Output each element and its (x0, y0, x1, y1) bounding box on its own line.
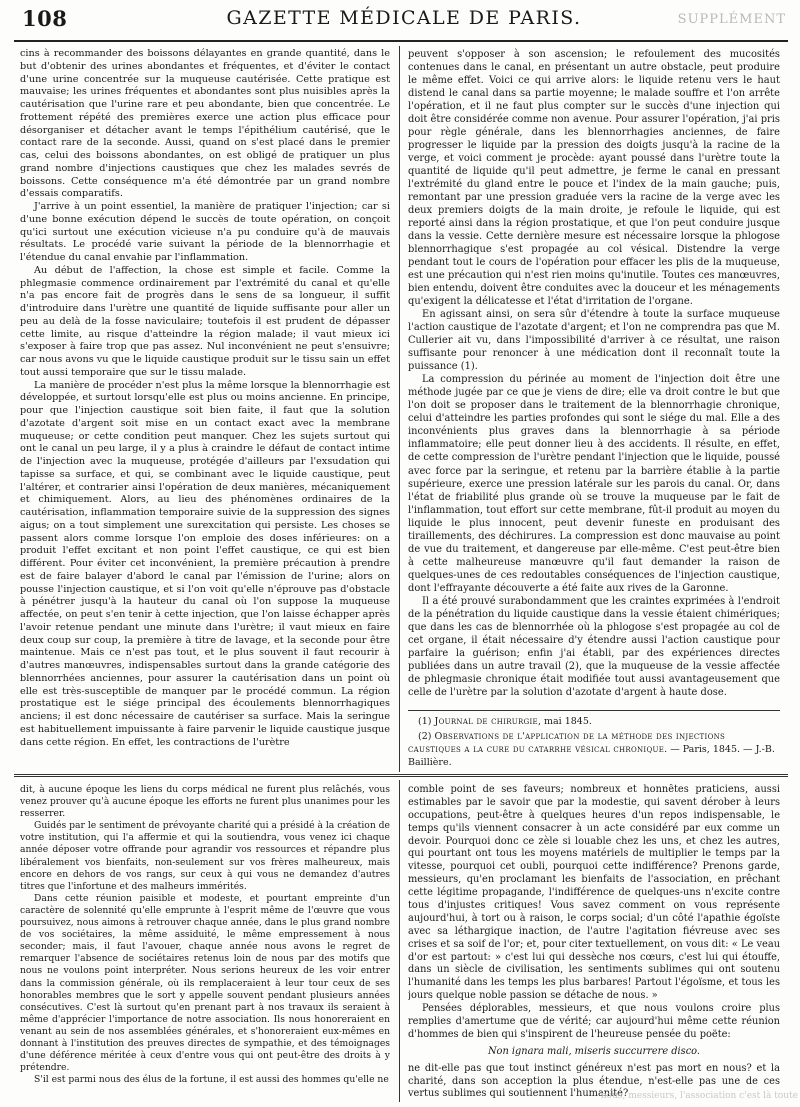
top-column-divider (399, 46, 400, 772)
bottom-right-paragraph: Pensées déplorables, messieurs, et que nous voulons croire plus remplies d'amertume que de vérité; car aujourd'hui même cette réunion d'hommes de bien qui s'inspirent de l'heureuse pensée du poëte: (408, 1003, 780, 1040)
running-head (22, 6, 786, 38)
bottom-left-paragraph: Guidés par le sentiment de prévoyante charité qui a présidé à la création de votre institution, qui l'a affermie et qui la soutiendra, vous venez ici chaque année déposer votre offrande pour agrandir vos ressources et répandre plus libéralement vos bienfaits, non-seulement sur vos frères malheureux, mais encore en dehors de vos rangs, sur ceux à qui vous ne demandez d'autres titres que l'infortune et des malheurs immérités. (20, 820, 390, 892)
margin-bleed-line: nous, messieurs, l'association c'est là toute (600, 1091, 798, 1101)
footnote-title: Observations de l'application de la méthode des injections caustiques a la cure du catarrhe vésical chronique (408, 730, 726, 755)
footnote (408, 716, 780, 729)
bottom-right-column (408, 784, 780, 1100)
top-right-paragraph: peuvent s'opposer à son ascension; le refoulement des mucosités contenues dans le canal, en présentant un autre obstacle, peut produire le même effet. Voici ce qui arrive alors: le liquide retenu vers le haut distend le canal dans sa partie moyenne; le malade souffre et l'on arrête l'opération, et il ne faut plus compter sur le succès d'une injection qui doit être considérée comme non avenue. Pour assurer l'opération, j'ai pris pour règle générale, dans les blennorrhagies anciennes, de faire progresser le liquide par la pression des doigts jusqu'à la racine de la verge, et voici comment je procède: ayant poussé dans l'urètre toute la quantité de liquide qu'il peut admettre, je ferme le canal en pressant l'extrémité du gland entre le pouce et l'index de la main gauche; puis, remontant par une pression graduée vers la racine de la verge avec les deux premiers doigts de la main droite, je refoule le liquide, qui est reporté ainsi dans la région prostatique, et que l'on peut conduire jusque dans la vessie. Cette dernière mesure est nécessaire lorsque la phlogose blennorrhagique s'est propagée au col vésical. Distendre la verge pendant tout le cours de l'opération pour effacer les plis de la muqueuse, est une précaution qui n'est rien moins qu'inutile. Toutes ces manœuvres, bien entendu, doivent être conduites avec la douceur et les ménagements qu'exigent la délicatesse et l'état d'irritation de l'organe. (408, 49, 780, 308)
footnote (408, 731, 780, 770)
bottom-left-column (20, 784, 390, 1100)
bottom-right-paragraph: comble point de ses faveurs; nombreux et honnêtes praticiens, aussi estimables par le savoir que par la modestie, qui savent dérober à leurs occupations, peut-être à quelques heures d'un repos indispensable, le temps qu'ils viennent consacrer à un acte considéré par eux comme un devoir. Pourquoi donc ce zèle si louable chez les uns, et chez les autres, qui pourtant ont tous les moyens matériels de multiplier le temps par la vitesse, pourquoi cet oubli, pourquoi cette indifférence? Prenons garde, messieurs, qu'en proclamant les bienfaits de l'association, en prêchant cette légitime propagande, l'indifférence de quelques-uns n'excite contre tous d'injustes critiques! Vous savez comment on vous représente aujourd'hui, à tort ou à raison, le corps social; d'un côté l'apathie égoïste avec sa léthargique inaction, de l'autre l'agitation fiévreuse avec ses crises et sa soif de l'or; et, pour citer textuellement, on vous dit: « Le veau d'or est partout: » c'est lui qui dessèche nos cœurs, c'est lui qui étouffe, dans un siècle de civilisation, les sentiments sublimes qui ont soutenu l'humanité dans les temps les plus barbares! Partout l'égoïsme, et tous les jours quelque noble passion se détache de nous. » (408, 784, 780, 1002)
top-left-column (20, 48, 390, 764)
top-right-paragraph: La compression du périnée au moment de l'injection doit être une méthode jugée par ce que je viens de dire; elle va droit contre le but que l'on doit se proposer dans le traitement de la blennorrhagie chronique, celui d'atteindre les parties profondes qui sont le siége du mal. Elle a des inconvénients plus graves dans la blennorrhagie à sa période inflammatoire; elle peut donner lieu à des accidents. Il résulte, en effet, de cette compression de l'urètre pendant l'injection que le liquide, poussé avec force par la seringue, et retenu par la barrière établie à la partie supérieure, exerce une pression latérale sur les parois du canal. Or, dans l'état de friabilité plus grande où se trouve la muqueuse par le fait de l'inflammation, tout effort sur cette membrane, fût-il produit au moyen du liquide le plus innocent, peut devenir funeste en produisant des tiraillements, des déchirures. La compression est donc mauvaise au point de vue du traitement, et dangereuse par elle-même. C'est peut-être bien à cette malheureuse manœuvre qu'il faut demander la raison de quelques-unes de ces redoutables conséquences de l'injection caustique, dont l'effrayante découverte a été faite aux rives de la Garonne. (408, 374, 780, 594)
margin-bleed-text (588, 1090, 798, 1102)
top-right-paragraph: En agissant ainsi, on sera sûr d'étendre à toute la surface muqueuse l'action caustique de l'azotate d'argent; et l'on ne comprendra pas que M. Cullerier ait vu, dans l'impossibilité d'arriver à ce résultat, une raison suffisante pour renoncer à une médication dont il reconnaît toute la puissance (1). (408, 309, 780, 373)
bottom-left-paragraph: dit, à aucune époque les liens du corps médical ne furent plus relâchés, vous venez prouver qu'à aucune époque les efforts ne furent plus unanimes pour les resserrer. (20, 784, 390, 820)
bottom-right-paragraph: Non ignara mali, miseris succurrere disco. (487, 1045, 701, 1057)
header-rule (14, 40, 788, 42)
journal-title: GAZETTE MÉDICALE DE PARIS. (226, 7, 582, 29)
footnote-mark: (1) (418, 716, 432, 727)
footnote-title: Journal de chirurgie (434, 716, 538, 727)
page-number: 108 (22, 6, 68, 31)
feuilleton-separator (14, 774, 788, 777)
footnote-rest: . — Paris, 1845. — J.-B. Baillière. (408, 743, 775, 768)
footnote-rule (408, 710, 780, 711)
footnote-mark: (2) (418, 730, 432, 742)
bottom-right-paragraph: ne dit-elle pas que tout instinct généreux n'est pas mort en nous? et la charité, dans son acception la plus étendue, n'est-elle pas une de ces vertus sublimes qui soutiennent l'humanité? (408, 1062, 780, 1100)
footnote-rest: , mai 1845. (537, 716, 592, 727)
top-right-paragraph: Il a été prouvé surabondamment que les craintes exprimées à l'endroit de la pénétration du liquide caustique dans la vessie étaient chimériques; que dans les cas de blennorrhée où la phlogose s'est propagée au col de cet organe, il était nécessaire d'y étendre aussi l'action caustique pour parfaire la guérison; enfin j'ai établi, par des expériences directes publiées dans un autre travail (2), que la muqueuse de la vessie affectée de phlegmasie chronique était modifiée tout aussi avantageusement que celle de l'urètre par la solution d'azotate d'argent à haute dose. (408, 595, 780, 698)
bottom-left-paragraph: Dans cette réunion paisible et modeste, et pourtant empreinte d'un caractère de solennité qu'elle emprunte à l'esprit même de l'œuvre que vous poursuivez, nous aimons à retrouver chaque année, dans le plus grand nombre de vos sociétaires, la même assiduité, le même empressement à nous seconder; mais, il faut l'avouer, chaque année nous avons le regret de remarquer l'absence de sociétaires retenus loin de nous par des motifs que nous ne voulons point interpréter. Nous serions heureux de les voir entrer dans la commission générale, où ils remplaceraient à leur tour ceux de ses honorables membres que le sort y appelle souvent pendant plusieurs années consécutives. C'est là surtout qu'en prenant part à nos travaux ils seraient à même d'apprécier l'importance de notre association. Ils nous honoreraient en venant au sein de nos assemblées générales, et s'honoreraient eux-mêmes en donnant à l'institution des preuves directes de sympathie, et des témoignages d'une déférence méritée à ceux d'entre vous qui ont peut-être des droits à y prétendre. (20, 892, 390, 1074)
top-left-paragraph: cins à recommander des boissons délayantes en grande quantité, dans le but d'obtenir des urines abondantes et fréquentes, et d'éviter le contact d'une urine concentrée sur la muqueuse cautérisée. Cette pratique est mauvaise; les urines fréquentes et abondantes sont plus nuisibles après la cautérisation que l'urine rare et peu abondante, bien que concentrée. Le frottement répété des premières exerce une action plus efficace pour désorganiser et détacher avant le temps l'épithélium cautérisé, que le contact rare de la seconde. Aussi, quand on s'est placé dans le premier cas, celui des boissons abondantes, on est obligé de pratiquer un plus grand nombre d'injections caustiques que chez les malades sevrés de boissons. Cette conséquence m'a été démontrée par un grand nombre d'essais comparatifs. (20, 48, 390, 200)
top-left-paragraph: J'arrive à un point essentiel, la manière de pratiquer l'injection; car si d'une bonne exécution dépend le succès de toute opération, on conçoit qu'ici surtout une exécution vicieuse n'a pu conduire qu'à de mauvais résultats. Le procédé varie suivant la période de la blennorrhagie et l'étendue du canal envahie par l'inflammation. (20, 201, 390, 263)
footnotes (408, 716, 780, 768)
top-left-paragraph: La manière de procéder n'est plus la même lorsque la blennorrhagie est développée, et surtout lorsqu'elle est plus ou moins ancienne. En principe, pour que l'injection caustique soit bien faite, il faut que la solution d'azotate d'argent soit mise en un contact exact avec la membrane muqueuse; or cette condition peut manquer. Chez les sujets surtout qui ont le canal un peu large, il y a plus à craindre le défaut de contact intime de l'injection avec la muqueuse, protégée d'ailleurs par l'exsudation qui tapisse sa surface, et qui, se combinant avec le liquide caustique, peut l'altérer, et contrarier ainsi l'opération de deux manières, mécaniquement et chimiquement. Alors, au lieu des phénomènes ordinaires de la cautérisation, inflammation temporaire suivie de la suppression des signes aigus; on a tout simplement une surexcitation qui persiste. Les choses se passent alors comme lorsque l'on emploie des doses inférieures: on a produit l'effet excitant et non point l'effet caustique, ce qui est bien différent. Pour éviter cet inconvénient, la première précaution à prendre est de faire balayer d'abord le canal par l'émission de l'urine; alors on pousse l'injection caustique, et si l'on voit qu'elle n'éprouve pas d'obstacle à pénétrer jusqu'à la hauteur du canal où l'on suppose la muqueuse affectée, on peut s'en tenir à cette injection, que l'on laisse échapper après l'avoir retenue pendant une minute dans l'urètre; il vaut mieux en faire deux coup sur coup, la première à titre de lavage, et la seconde pour être maintenue. Mais ce n'est pas tout, et le plus souvent il faut recourir à d'autres manœuvres, indispensables surtout dans la grande catégorie des blennorrhées anciennes, pour assurer la cautérisation dans un point où elle est très-susceptible de manquer par le procédé commun. La région prostatique est le siége principal des écoulements blennorrhagiques anciens; il est donc nécessaire de cautériser sa surface. Mais la seringue est habituellement impuissante à faire parvenir le liquide caustique jusque dans cette région. En effet, les contractions de l'urètre (20, 379, 390, 748)
bottom-left-paragraph: S'il est parmi nous des élus de la fortune, il est aussi des hommes qu'elle ne (34, 1074, 389, 1086)
bleed-through-header: SUPPLÉMENT (677, 12, 786, 27)
bottom-column-divider (399, 780, 400, 1102)
top-right-column (408, 48, 780, 700)
top-left-paragraph: Au début de l'affection, la chose est simple et facile. Comme la phlegmasie commence ordinairement par l'extrémité du canal et qu'elle n'a pas encore fait de progrès dans le sens de sa longueur, il suffit d'introduire dans l'urètre une quantité de liquide suffisante pour aller un peu au delà de la fosse naviculaire; toutefois il est prudent de dépasser cette limite, au risque d'atteindre la région malade; il vaut mieux ici s'exposer à faire trop que pas assez. Nul inconvénient ne peut s'ensuivre; car nous avons vu que le liquide caustique produit sur le tissu sain un effet tout aussi temporaire que sur le tissu malade. (20, 264, 390, 378)
